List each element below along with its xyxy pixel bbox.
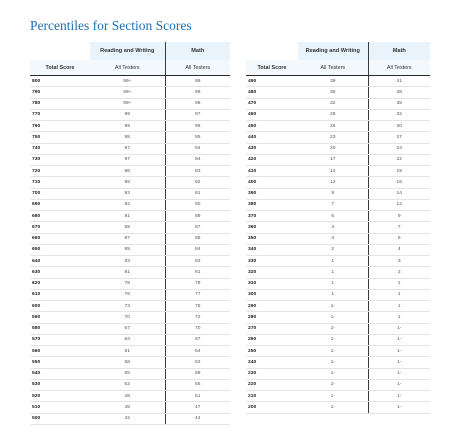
math-cell: 79 [165,278,230,289]
total-score-cell: 480 [246,87,298,98]
table-row [30,244,230,255]
math-cell: 87 [165,222,230,233]
total-score-cell: 780 [30,98,90,109]
math-cell: 92 [165,177,230,188]
total-score-cell: 750 [30,132,90,143]
math-cell: 72 [165,312,230,323]
total-score-cell: 270 [246,323,298,334]
table-row [246,222,430,233]
total-score-cell: 510 [30,402,90,413]
header-reading-writing: Reading and Writing [90,42,165,60]
math-cell: 96 [165,121,230,132]
total-score-cell: 540 [30,368,90,379]
math-cell: 95 [165,132,230,143]
reading-writing-cell: 20 [298,143,368,154]
total-score-cell: 570 [30,334,90,345]
total-score-cell: 430 [246,143,298,154]
total-score-cell: 640 [30,256,90,267]
table-row [30,132,230,143]
header-math: Math [165,42,230,60]
total-score-cell: 320 [246,267,298,278]
reading-writing-cell: 1 [298,256,368,267]
total-score-cell: 340 [246,244,298,255]
math-cell: 89 [165,211,230,222]
table-row [30,166,230,177]
total-score-cell: 440 [246,132,298,143]
header-all-testers-rw: All Testers [298,60,368,76]
header-total-score: Total Score [246,60,298,76]
reading-writing-cell: 1- [298,323,368,334]
header-math: Math [368,42,430,60]
reading-writing-cell: 64 [90,334,165,345]
total-score-cell: 590 [30,312,90,323]
table-row [30,346,230,357]
table-row [246,301,430,312]
table-row [246,256,430,267]
math-cell: 30 [368,121,430,132]
table-row [30,357,230,368]
table-row [246,402,430,413]
reading-writing-cell: 95 [90,177,165,188]
reading-writing-cell: 6 [298,211,368,222]
math-cell: 90 [165,199,230,210]
total-score-cell: 530 [30,379,90,390]
reading-writing-cell: 55 [90,368,165,379]
total-score-cell: 300 [246,289,298,300]
math-cell: 4 [368,244,430,255]
reading-writing-cell: 1- [298,357,368,368]
math-cell: 3 [368,256,430,267]
total-score-cell: 790 [30,87,90,98]
total-score-cell: 420 [246,154,298,165]
reading-writing-cell: 45 [90,402,165,413]
math-cell: 1- [368,402,430,413]
math-cell: 27 [368,132,430,143]
total-score-cell: 350 [246,233,298,244]
total-score-cell: 720 [30,166,90,177]
reading-writing-cell: 78 [90,278,165,289]
reading-writing-cell: 70 [90,312,165,323]
table-row [30,289,230,300]
table-row [30,413,230,424]
math-cell: 1- [368,391,430,402]
table-row [246,233,430,244]
header-total-score: Total Score [30,60,90,76]
table-row [246,132,430,143]
total-score-cell: 600 [30,301,90,312]
reading-writing-cell: 28 [298,109,368,120]
math-cell: 47 [165,402,230,413]
math-cell: 70 [165,323,230,334]
reading-writing-cell: 2 [298,244,368,255]
math-cell: 84 [165,244,230,255]
math-cell: 58 [165,368,230,379]
total-score-cell: 680 [30,211,90,222]
reading-writing-cell: 1- [298,312,368,323]
table-row [30,87,230,98]
math-cell: 51 [165,391,230,402]
math-cell: 16 [368,177,430,188]
table-row [30,211,230,222]
reading-writing-cell: 91 [90,211,165,222]
table-row [246,177,430,188]
total-score-cell: 500 [30,413,90,424]
table-row [246,346,430,357]
math-cell: 99 [165,76,230,87]
reading-writing-cell: 1- [298,379,368,390]
math-cell: 1 [368,301,430,312]
percentile-table-right [246,42,430,414]
reading-writing-cell: 92 [90,199,165,210]
math-cell: 41 [368,76,430,87]
table-row [30,109,230,120]
table-row [30,188,230,199]
reading-writing-cell: 99+ [90,76,165,87]
total-score-cell: 370 [246,211,298,222]
reading-writing-cell: 99 [90,109,165,120]
table-row [246,143,430,154]
reading-writing-cell: 99 [90,121,165,132]
table-row [246,267,430,278]
table-row [30,402,230,413]
table-row [246,76,430,87]
table-row [246,368,430,379]
table-row [30,391,230,402]
total-score-cell: 260 [246,334,298,345]
total-score-cell: 460 [246,109,298,120]
total-score-cell: 470 [246,98,298,109]
total-score-cell: 290 [246,301,298,312]
reading-writing-cell: 1 [298,289,368,300]
math-cell: 62 [165,357,230,368]
math-cell: 55 [165,379,230,390]
table-row [30,312,230,323]
reading-writing-cell: 23 [298,132,368,143]
reading-writing-cell: 39 [298,76,368,87]
reading-writing-cell: 1- [298,368,368,379]
header-reading-writing: Reading and Writing [298,42,368,60]
math-cell: 77 [165,289,230,300]
reading-writing-cell: 32 [298,98,368,109]
reading-writing-cell: 1- [298,334,368,345]
math-cell: 7 [368,222,430,233]
table-row [30,98,230,109]
table-row [30,177,230,188]
total-score-cell: 610 [30,289,90,300]
math-cell: 1- [368,379,430,390]
total-score-cell: 360 [246,222,298,233]
math-cell: 1 [368,289,430,300]
reading-writing-cell: 99+ [90,98,165,109]
reading-writing-cell: 14 [298,166,368,177]
reading-writing-cell: 1 [298,267,368,278]
reading-writing-cell: 97 [90,154,165,165]
math-cell: 22 [368,154,430,165]
reading-writing-cell: 61 [90,346,165,357]
math-cell: 1 [368,278,430,289]
total-score-cell: 760 [30,121,90,132]
table-row [30,143,230,154]
total-score-cell: 220 [246,379,298,390]
table-body [30,76,230,425]
math-cell: 91 [165,188,230,199]
math-cell: 1- [368,346,430,357]
reading-writing-cell: 7 [298,199,368,210]
reading-writing-cell: 1- [298,391,368,402]
table-row [30,76,230,87]
math-cell: 38 [368,87,430,98]
table-row [246,154,430,165]
table-row [246,278,430,289]
reading-writing-cell: 12 [298,177,368,188]
table-row [246,334,430,345]
total-score-cell: 410 [246,166,298,177]
table-row [246,188,430,199]
reading-writing-cell: 93 [90,188,165,199]
reading-writing-cell: 17 [298,154,368,165]
reading-writing-cell: 35 [298,87,368,98]
math-cell: 44 [165,413,230,424]
reading-writing-cell: 67 [90,323,165,334]
reading-writing-cell: 42 [90,413,165,424]
total-score-cell: 770 [30,109,90,120]
total-score-cell: 660 [30,233,90,244]
table-row [246,379,430,390]
reading-writing-cell: 1- [298,346,368,357]
table-row [30,323,230,334]
table-row [246,121,430,132]
total-score-cell: 620 [30,278,90,289]
reading-writing-cell: 87 [90,233,165,244]
total-score-cell: 230 [246,368,298,379]
total-score-cell: 650 [30,244,90,255]
total-score-cell: 240 [246,357,298,368]
header-blank [30,42,90,60]
table-row [246,211,430,222]
math-cell: 1- [368,368,430,379]
table-row [246,244,430,255]
reading-writing-cell: 9 [298,188,368,199]
total-score-cell: 250 [246,346,298,357]
reading-writing-cell: 48 [90,391,165,402]
total-score-cell: 800 [30,76,90,87]
table-row [30,154,230,165]
math-cell: 1 [368,312,430,323]
total-score-cell: 560 [30,346,90,357]
math-cell: 97 [165,109,230,120]
table-row [246,199,430,210]
header-blank [246,42,298,60]
header-all-testers-rw: All Testers [90,60,165,76]
table-row [246,109,430,120]
table-row [30,233,230,244]
total-score-cell: 630 [30,267,90,278]
table-row [30,267,230,278]
math-cell: 75 [165,301,230,312]
math-cell: 6 [368,233,430,244]
math-cell: 14 [368,188,430,199]
total-score-cell: 450 [246,121,298,132]
math-cell: 67 [165,334,230,345]
header-all-testers-math: All Testers [165,60,230,76]
table-row [246,357,430,368]
total-score-cell: 550 [30,357,90,368]
table-row [246,166,430,177]
reading-writing-cell: 98 [90,132,165,143]
reading-writing-cell: 97 [90,143,165,154]
table-row [30,256,230,267]
table-row [30,199,230,210]
math-cell: 83 [165,256,230,267]
total-score-cell: 690 [30,199,90,210]
table-row [246,391,430,402]
reading-writing-cell: 96 [90,166,165,177]
table-row [30,379,230,390]
table-row [246,323,430,334]
table-row [246,312,430,323]
total-score-cell: 710 [30,177,90,188]
total-score-cell: 280 [246,312,298,323]
math-cell: 1- [368,334,430,345]
total-score-cell: 700 [30,188,90,199]
math-cell: 98 [165,98,230,109]
math-cell: 2 [368,267,430,278]
total-score-cell: 670 [30,222,90,233]
total-score-cell: 380 [246,199,298,210]
table-row [30,368,230,379]
math-cell: 86 [165,233,230,244]
total-score-cell: 740 [30,143,90,154]
table-row [30,121,230,132]
math-cell: 24 [368,143,430,154]
total-score-cell: 400 [246,177,298,188]
reading-writing-cell: 81 [90,267,165,278]
reading-writing-cell: 83 [90,256,165,267]
math-cell: 9 [368,211,430,222]
reading-writing-cell: 26 [298,121,368,132]
table-row [30,278,230,289]
total-score-cell: 580 [30,323,90,334]
math-cell: 35 [368,98,430,109]
reading-writing-cell: 85 [90,244,165,255]
table-row [30,301,230,312]
total-score-cell: 390 [246,188,298,199]
reading-writing-cell: 58 [90,357,165,368]
reading-writing-cell: 76 [90,289,165,300]
total-score-cell: 310 [246,278,298,289]
math-cell: 1- [368,357,430,368]
total-score-cell: 520 [30,391,90,402]
total-score-cell: 200 [246,402,298,413]
table-row [246,98,430,109]
math-cell: 81 [165,267,230,278]
reading-writing-cell: 73 [90,301,165,312]
table-row [246,289,430,300]
math-cell: 94 [165,154,230,165]
math-cell: 19 [368,166,430,177]
reading-writing-cell: 4 [298,222,368,233]
reading-writing-cell: 3 [298,233,368,244]
header-all-testers-math: All Testers [368,60,430,76]
table-row [246,87,430,98]
table-row [30,334,230,345]
math-cell: 12 [368,199,430,210]
total-score-cell: 490 [246,76,298,87]
math-cell: 1- [368,323,430,334]
table-body [246,76,430,414]
reading-writing-cell: 1- [298,301,368,312]
math-cell: 64 [165,346,230,357]
total-score-cell: 730 [30,154,90,165]
total-score-cell: 210 [246,391,298,402]
percentile-table-left [30,42,230,425]
reading-writing-cell: 89 [90,222,165,233]
math-cell: 32 [368,109,430,120]
reading-writing-cell: 52 [90,379,165,390]
table-row [30,222,230,233]
reading-writing-cell: 99+ [90,87,165,98]
math-cell: 99 [165,87,230,98]
math-cell: 93 [165,166,230,177]
math-cell: 94 [165,143,230,154]
reading-writing-cell: 1 [298,278,368,289]
total-score-cell: 330 [246,256,298,267]
page-title: Percentiles for Section Scores [30,18,192,33]
reading-writing-cell: 1- [298,402,368,413]
